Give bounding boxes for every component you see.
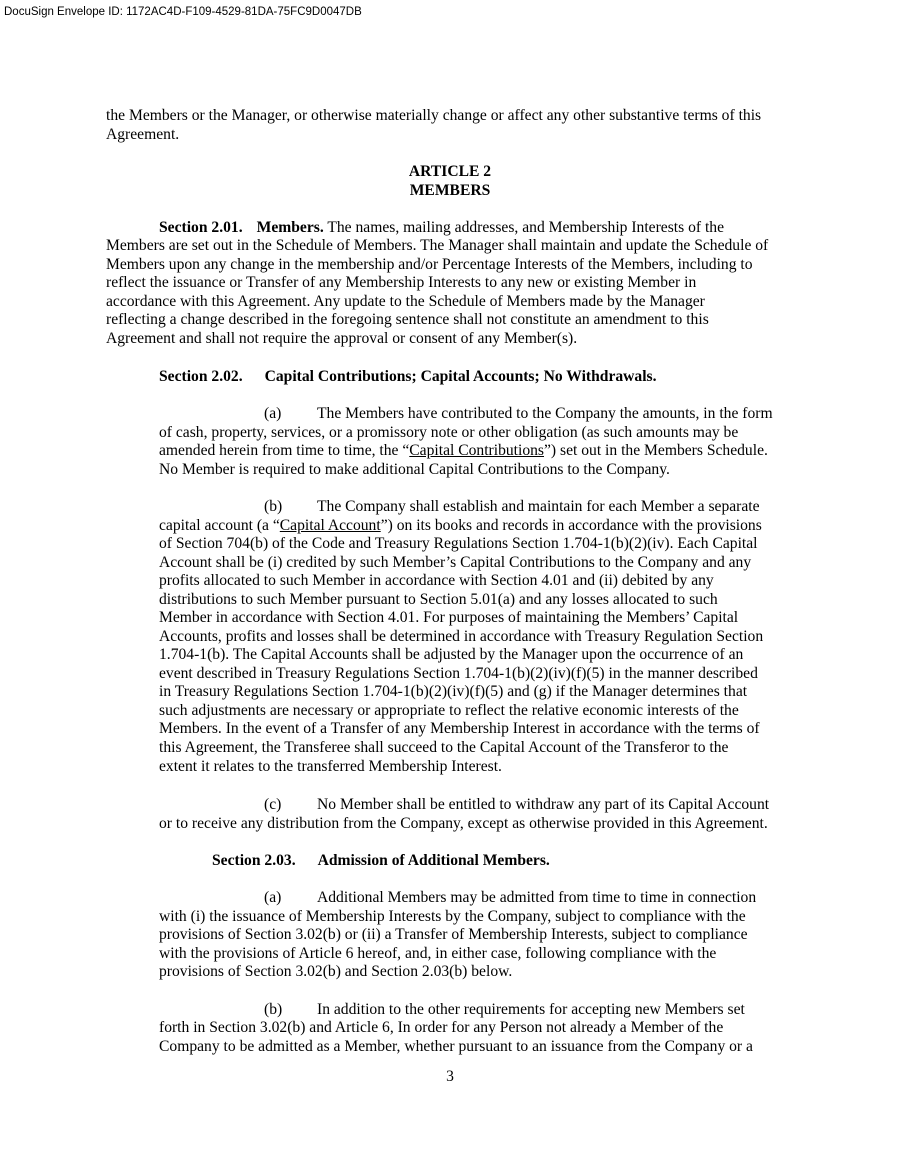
section-2-03-heading <box>212 852 550 870</box>
subsection-2-02-b-line: Members. In the event of a Transfer of any Membership Interest in accordance with the terms of <box>159 720 760 737</box>
subsection-2-02-b-line: Member in accordance with Section 4.01. For purposes of maintaining the Members’ Capital <box>159 609 739 626</box>
subsection-2-03-b-line: In addition to the other requirements for accepting new Members set <box>317 1001 745 1018</box>
section-2-02-heading <box>159 368 657 386</box>
subsection-2-02-a-line: No Member is required to make additional Capital Contributions to the Company. <box>159 461 670 478</box>
subsection-2-03-a-line: Additional Members may be admitted from time to time in connection <box>317 889 757 906</box>
subsection-2-03-a-line: with (i) the issuance of Membership Interests by the Company, subject to compliance with the <box>159 908 746 925</box>
subsection-label: (b) <box>264 498 283 515</box>
section-text: The names, mailing addresses, and Membership Interests of the <box>323 219 725 236</box>
section-heading: Capital Contributions; Capital Accounts; No Withdrawals. <box>264 368 657 385</box>
subsection-2-02-a-line: of cash, property, services, or a promissory note or other obligation (as such amounts may be <box>159 424 739 441</box>
subsection-2-02-b-line: 1.704-1(b). The Capital Accounts shall be adjusted by the Manager upon the occurrence of an <box>159 646 744 663</box>
section-2-01-line: Agreement and shall not require the approval or consent of any Member(s). <box>106 330 578 347</box>
subsection-2-02-b-line: extent it relates to the transferred Membership Interest. <box>159 758 502 775</box>
subsection-2-02-b-line: profits allocated to such Member in accordance with Section 4.01 and (ii) debited by any <box>159 572 714 589</box>
section-2-01-line: reflecting a change described in the foregoing sentence shall not constitute an amendment to this <box>106 311 709 328</box>
subsection-label: (c) <box>264 796 282 813</box>
subsection-2-02-b-line: such adjustments are necessary or appropriate to reflect the relative economic interests of the <box>159 702 739 719</box>
section-2-01-line: Members are set out in the Schedule of Members. The Manager shall maintain and update the Schedule of <box>106 237 769 254</box>
intro-line: Agreement. <box>106 126 180 143</box>
intro-line: the Members or the Manager, or otherwise materially change or affect any other substantive terms of this <box>106 107 762 124</box>
defined-term-capital-account: Capital Account <box>279 517 381 534</box>
section-heading: Members. <box>256 219 324 236</box>
subsection-2-02-c-line: No Member shall be entitled to withdraw any part of its Capital Account <box>317 796 770 813</box>
subsection-2-03-b-line: Company to be admitted as a Member, whether pursuant to an issuance from the Company or a <box>159 1038 753 1055</box>
subsection-2-03-a-line: with the provisions of Article 6 hereof, and, in either case, following compliance with the <box>159 945 717 962</box>
section-number: Section 2.01. <box>159 219 243 236</box>
subsection-2-02-a-line <box>159 442 768 460</box>
text: ”) set out in the Members Schedule. <box>544 442 768 459</box>
text: ”) on its books and records in accordance with the provisions <box>380 517 762 534</box>
subsection-2-02-b-line: of Section 704(b) of the Code and Treasury Regulations Section 1.704-1(b)(2)(iv). Each Capital <box>159 535 758 552</box>
subsection-2-03-a-line: provisions of Section 3.02(b) and Section 2.03(b) below. <box>159 963 513 980</box>
subsection-label: (a) <box>264 889 282 906</box>
defined-term-capital-contributions: Capital Contributions <box>409 442 544 459</box>
section-2-01-line: accordance with this Agreement. Any update to the Schedule of Members made by the Manager <box>106 293 705 310</box>
section-2-01-line: reflect the issuance or Transfer of any Membership Interests to any new or existing Member in <box>106 274 697 291</box>
subsection-label: (b) <box>264 1001 283 1018</box>
subsection-2-02-b-line <box>159 517 762 535</box>
text: capital account (a “ <box>159 517 280 534</box>
page-number: 3 <box>446 1068 454 1085</box>
subsection-2-03-b-line: forth in Section 3.02(b) and Article 6, In order for any Person not already a Member of the <box>159 1019 724 1036</box>
section-2-01-first-line <box>159 219 724 237</box>
subsection-2-02-b-line: in Treasury Regulations Section 1.704-1(b)(2)(iv)(f)(5) and (g) if the Manager determines that <box>159 683 748 700</box>
subsection-2-03-a-line: provisions of Section 3.02(b) or (ii) a Transfer of Membership Interests, subject to compliance <box>159 926 748 943</box>
subsection-2-02-b-line: distributions to such Member pursuant to Section 5.01(a) and any losses allocated to such <box>159 591 718 608</box>
subsection-2-02-b-line: Accounts, profits and losses shall be determined in accordance with Treasury Regulation Section <box>159 628 764 645</box>
subsection-label: (a) <box>264 405 282 422</box>
subsection-2-02-b-line: event described in Treasury Regulations Section 1.704-1(b)(2)(iv)(f)(5) in the manner described <box>159 665 758 682</box>
subsection-2-02-a-line: The Members have contributed to the Company the amounts, in the form <box>317 405 773 422</box>
subsection-2-02-b-line: Account shall be (i) credited by such Member’s Capital Contributions to the Company and any <box>159 554 752 571</box>
article-title: MEMBERS <box>409 182 491 199</box>
section-2-01-line: Members upon any change in the membership and/or Percentage Interests of the Members, including to <box>106 256 753 273</box>
subsection-2-02-c-line: or to receive any distribution from the Company, except as otherwise provided in this Agreement. <box>159 815 768 832</box>
article-number: ARTICLE 2 <box>408 163 492 180</box>
section-heading: Admission of Additional Members. <box>317 852 550 869</box>
subsection-2-02-b-line: The Company shall establish and maintain for each Member a separate <box>317 498 760 515</box>
text: amended herein from time to time, the “ <box>159 442 410 459</box>
subsection-2-02-b-line: this Agreement, the Transferee shall succeed to the Capital Account of the Transferor to the <box>159 739 729 756</box>
section-number: Section 2.02. <box>159 368 243 385</box>
section-number: Section 2.03. <box>212 852 296 869</box>
docusign-envelope-id: DocuSign Envelope ID: 1172AC4D-F109-4529-81DA-75FC9D0047DB <box>4 6 362 18</box>
